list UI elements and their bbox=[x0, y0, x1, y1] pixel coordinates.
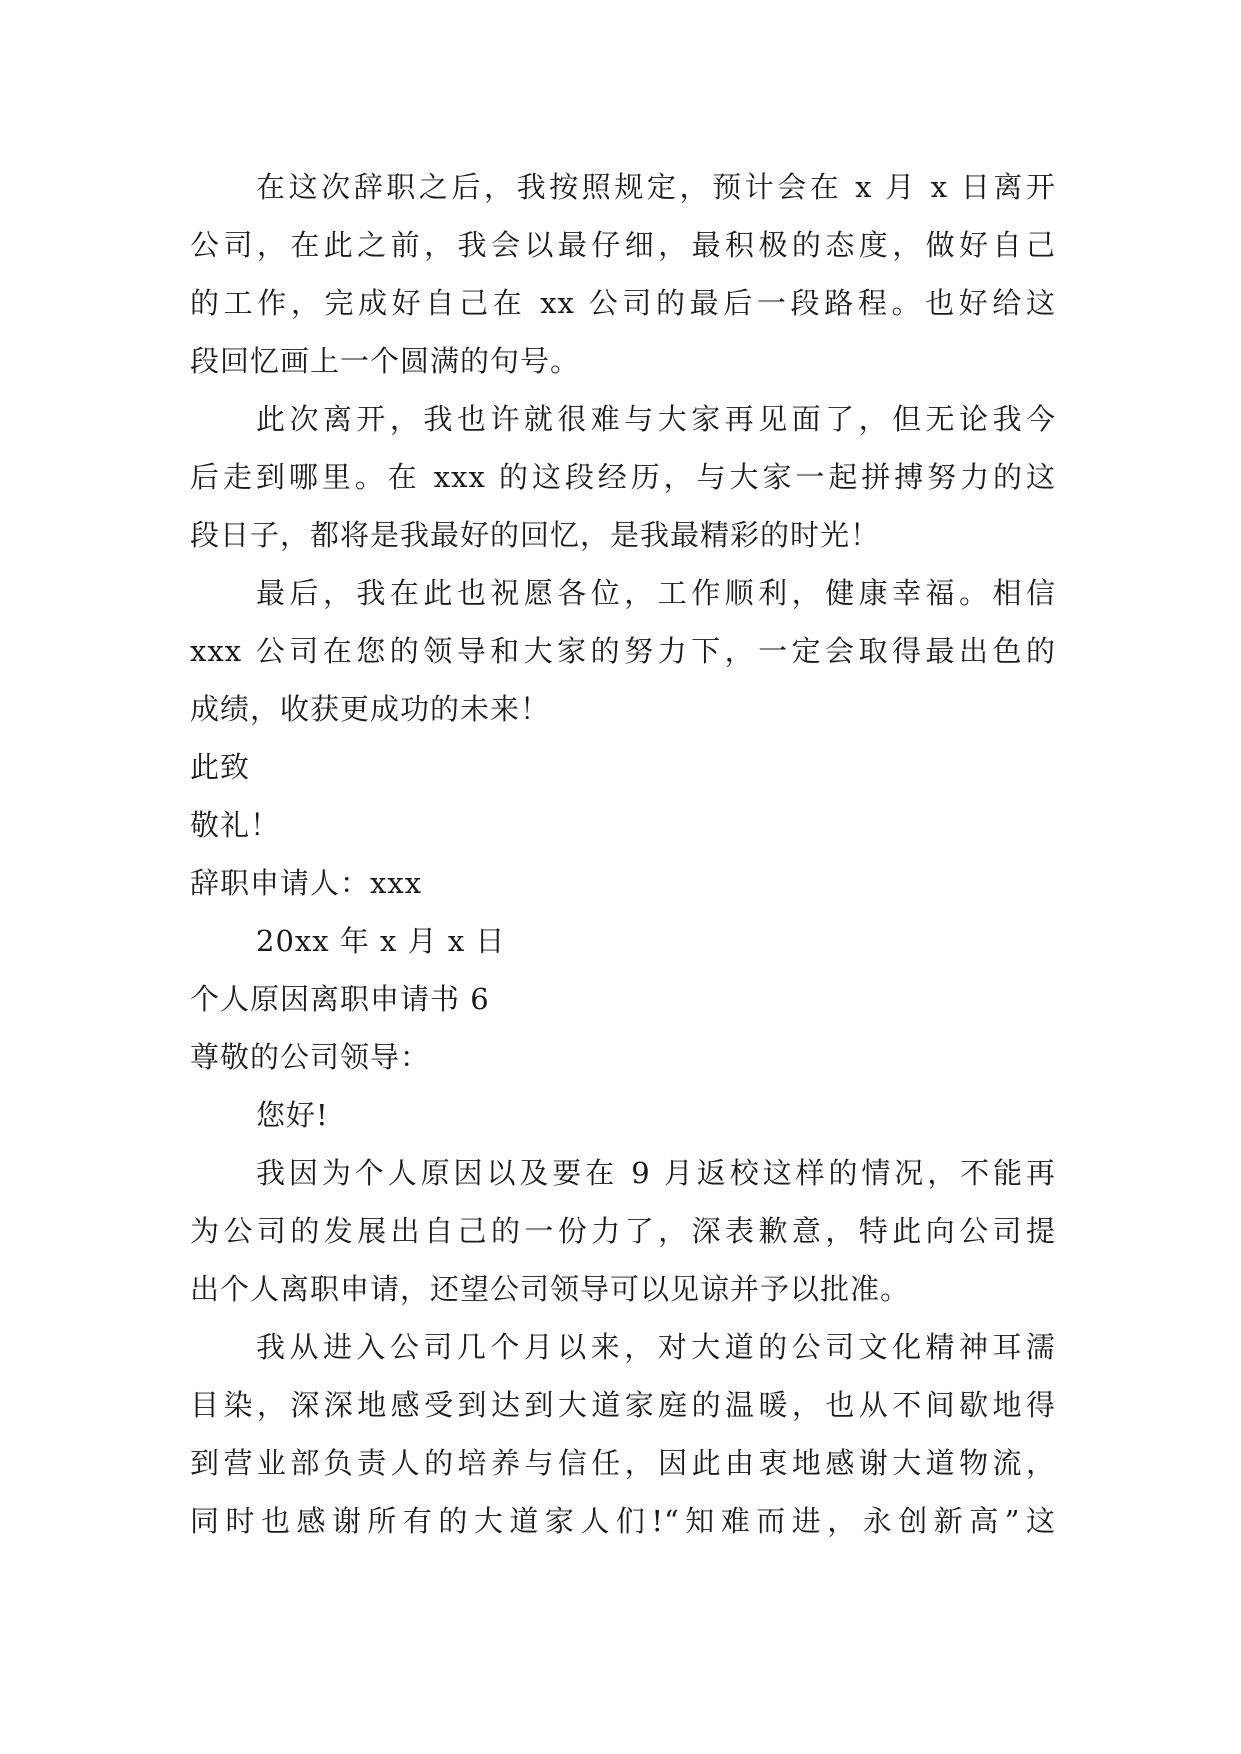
paragraph-line: 我因为个人原因以及要在 9 月返校这样的情况，不能再 bbox=[256, 1156, 1056, 1190]
paragraph-line: xxx 公司在您的领导和大家的努力下，一定会取得最出色的 bbox=[190, 634, 1056, 668]
paragraph-line: 在这次辞职之后，我按照规定，预计会在 x 月 x 日离开 bbox=[256, 170, 1056, 204]
paragraph-line: 后走到哪里。在 xxx 的这段经历，与大家一起拼搏努力的这 bbox=[190, 460, 1056, 494]
paragraph-line: 的工作，完成好自己在 xx 公司的最后一段路程。也好给这 bbox=[190, 286, 1056, 320]
applicant-signature: 辞职申请人：xxx bbox=[190, 866, 423, 900]
paragraph-line: 出个人离职申请，还望公司领导可以见谅并予以批准。 bbox=[190, 1272, 911, 1306]
paragraph-line: 目染，深深地感受到达到大道家庭的温暖，也从不间歇地得 bbox=[190, 1388, 1056, 1422]
paragraph-line: 最后，我在此也祝愿各位，工作顺利，健康幸福。相信 bbox=[256, 576, 1056, 610]
letter-addressee: 尊敬的公司领导： bbox=[190, 1040, 431, 1074]
closing-salutation: 此致 bbox=[190, 750, 251, 784]
paragraph-line: 公司，在此之前，我会以最仔细，最积极的态度，做好自己 bbox=[190, 228, 1056, 262]
closing-regards: 敬礼！ bbox=[190, 808, 281, 842]
paragraph-line: 为公司的发展出自己的一份力了，深表歉意，特此向公司提 bbox=[190, 1214, 1056, 1248]
letter-date: 20xx 年 x 月 x 日 bbox=[256, 924, 506, 958]
paragraph-line: 此次离开，我也许就很难与大家再见面了，但无论我今 bbox=[256, 402, 1056, 436]
paragraph-line: 段日子，都将是我最好的回忆，是我最精彩的时光！ bbox=[190, 518, 881, 552]
document-page bbox=[190, 158, 1056, 1550]
paragraph-line: 我从进入公司几个月以来，对大道的公司文化精神耳濡 bbox=[256, 1330, 1056, 1364]
letter-greeting: 您好! bbox=[256, 1098, 329, 1132]
paragraph-line: 同时也感谢所有的大道家人们!“知难而进，永创新高”这 bbox=[190, 1504, 1056, 1538]
section-title: 个人原因离职申请书 6 bbox=[190, 982, 490, 1016]
paragraph-line: 到营业部负责人的培养与信任，因此由衷地感谢大道物流， bbox=[190, 1446, 1056, 1480]
paragraph-line: 段回忆画上一个圆满的句号。 bbox=[190, 344, 581, 378]
paragraph-line: 成绩，收获更成功的未来！ bbox=[190, 692, 551, 726]
